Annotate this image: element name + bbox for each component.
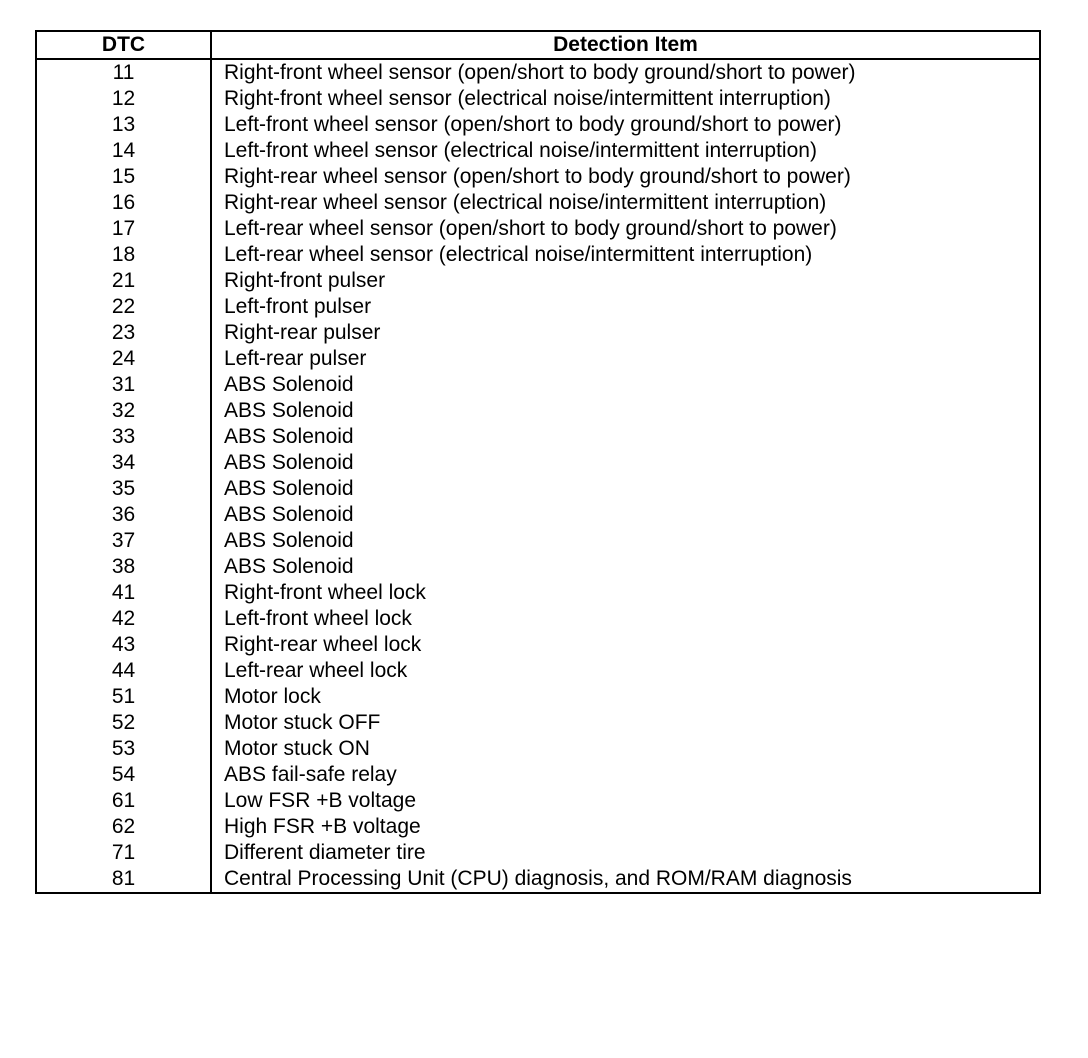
detection-item-cell: ABS Solenoid (211, 424, 1040, 450)
detection-item-cell: ABS Solenoid (211, 398, 1040, 424)
dtc-code-cell: 36 (36, 502, 211, 528)
detection-item-cell: ABS fail-safe relay (211, 762, 1040, 788)
detection-item-cell: Low FSR +B voltage (211, 788, 1040, 814)
dtc-code-cell: 15 (36, 164, 211, 190)
table-row (36, 606, 1040, 632)
table-row (36, 86, 1040, 112)
table-row (36, 268, 1040, 294)
dtc-code-cell: 22 (36, 294, 211, 320)
dtc-code-cell: 44 (36, 658, 211, 684)
dtc-code-cell: 51 (36, 684, 211, 710)
detection-item-cell: Left-rear wheel sensor (open/short to body ground/short to power) (211, 216, 1040, 242)
detection-item-cell: ABS Solenoid (211, 528, 1040, 554)
detection-item-cell: ABS Solenoid (211, 502, 1040, 528)
detection-item-cell: Left-rear wheel sensor (electrical noise/intermittent interruption) (211, 242, 1040, 268)
table-row (36, 112, 1040, 138)
table-row (36, 59, 1040, 86)
table-row (36, 658, 1040, 684)
table-row (36, 788, 1040, 814)
detection-item-cell: Right-rear wheel lock (211, 632, 1040, 658)
dtc-code-cell: 16 (36, 190, 211, 216)
header-detection-item: Detection Item (211, 31, 1040, 59)
dtc-code-cell: 13 (36, 112, 211, 138)
dtc-code-cell: 38 (36, 554, 211, 580)
dtc-code-cell: 41 (36, 580, 211, 606)
table-row (36, 216, 1040, 242)
table-row (36, 580, 1040, 606)
table-row (36, 866, 1040, 893)
table-row (36, 632, 1040, 658)
table-row (36, 762, 1040, 788)
dtc-code-cell: 62 (36, 814, 211, 840)
detection-item-cell: Right-front pulser (211, 268, 1040, 294)
detection-item-cell: Right-rear wheel sensor (electrical noise/intermittent interruption) (211, 190, 1040, 216)
dtc-code-cell: 52 (36, 710, 211, 736)
table-row (36, 476, 1040, 502)
dtc-code-cell: 23 (36, 320, 211, 346)
table-body (36, 59, 1040, 893)
dtc-code-cell: 32 (36, 398, 211, 424)
table-row (36, 424, 1040, 450)
detection-item-cell: Left-front pulser (211, 294, 1040, 320)
table-row (36, 684, 1040, 710)
table-row (36, 736, 1040, 762)
detection-item-cell: Motor lock (211, 684, 1040, 710)
table-row (36, 554, 1040, 580)
dtc-code-cell: 18 (36, 242, 211, 268)
detection-item-cell: Right-rear pulser (211, 320, 1040, 346)
detection-item-cell: Different diameter tire (211, 840, 1040, 866)
detection-item-cell: Right-front wheel lock (211, 580, 1040, 606)
table-row (36, 138, 1040, 164)
table-row (36, 528, 1040, 554)
dtc-code-cell: 54 (36, 762, 211, 788)
table-row (36, 164, 1040, 190)
dtc-code-cell: 11 (36, 59, 211, 86)
dtc-code-cell: 71 (36, 840, 211, 866)
detection-item-cell: Left-front wheel sensor (open/short to body ground/short to power) (211, 112, 1040, 138)
table-row (36, 450, 1040, 476)
dtc-code-cell: 12 (36, 86, 211, 112)
dtc-code-cell: 14 (36, 138, 211, 164)
detection-item-cell: ABS Solenoid (211, 372, 1040, 398)
dtc-code-cell: 35 (36, 476, 211, 502)
detection-item-cell: Right-front wheel sensor (open/short to body ground/short to power) (211, 59, 1040, 86)
detection-item-cell: Right-rear wheel sensor (open/short to body ground/short to power) (211, 164, 1040, 190)
detection-item-cell: Motor stuck OFF (211, 710, 1040, 736)
table-row (36, 346, 1040, 372)
dtc-code-cell: 17 (36, 216, 211, 242)
table-row (36, 190, 1040, 216)
table-row (36, 294, 1040, 320)
dtc-code-cell: 42 (36, 606, 211, 632)
dtc-code-cell: 53 (36, 736, 211, 762)
detection-item-cell: Left-front wheel lock (211, 606, 1040, 632)
detection-item-cell: Central Processing Unit (CPU) diagnosis, and ROM/RAM diagnosis (211, 866, 1040, 893)
table-row (36, 502, 1040, 528)
dtc-code-cell: 43 (36, 632, 211, 658)
detection-item-cell: Left-front wheel sensor (electrical noise/intermittent interruption) (211, 138, 1040, 164)
dtc-code-cell: 33 (36, 424, 211, 450)
table-row (36, 372, 1040, 398)
table-row (36, 840, 1040, 866)
detection-item-cell: Right-front wheel sensor (electrical noise/intermittent interruption) (211, 86, 1040, 112)
detection-item-cell: Motor stuck ON (211, 736, 1040, 762)
table-row (36, 242, 1040, 268)
dtc-code-cell: 61 (36, 788, 211, 814)
table-row (36, 320, 1040, 346)
dtc-code-cell: 21 (36, 268, 211, 294)
dtc-code-cell: 37 (36, 528, 211, 554)
detection-item-cell: Left-rear pulser (211, 346, 1040, 372)
dtc-code-cell: 24 (36, 346, 211, 372)
detection-item-cell: Left-rear wheel lock (211, 658, 1040, 684)
detection-item-cell: ABS Solenoid (211, 554, 1040, 580)
dtc-table (35, 30, 1041, 894)
table-row (36, 398, 1040, 424)
table-row (36, 814, 1040, 840)
dtc-code-cell: 81 (36, 866, 211, 893)
dtc-code-cell: 34 (36, 450, 211, 476)
table-row (36, 710, 1040, 736)
detection-item-cell: High FSR +B voltage (211, 814, 1040, 840)
dtc-code-cell: 31 (36, 372, 211, 398)
header-dtc: DTC (36, 31, 211, 59)
detection-item-cell: ABS Solenoid (211, 450, 1040, 476)
table-header-row (36, 31, 1040, 59)
detection-item-cell: ABS Solenoid (211, 476, 1040, 502)
